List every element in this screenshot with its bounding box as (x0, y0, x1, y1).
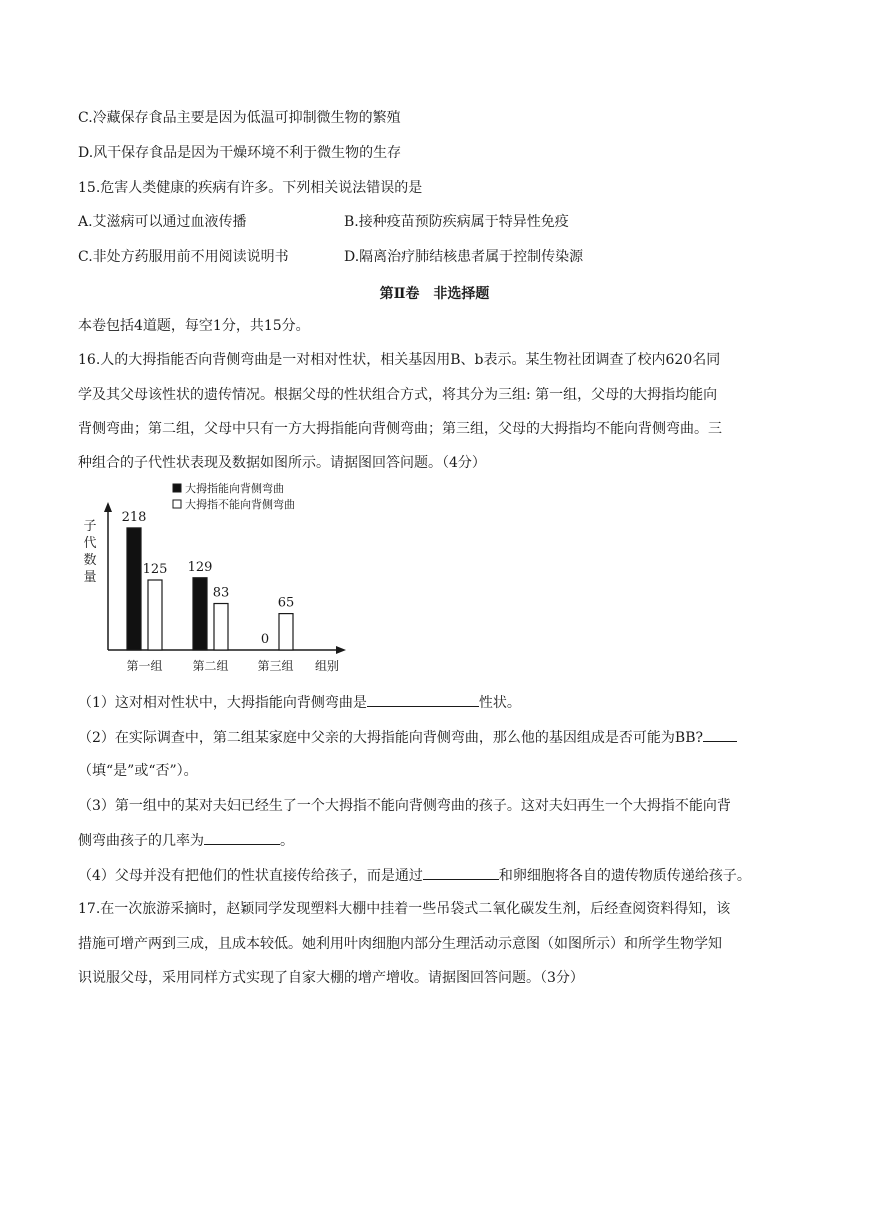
y-axis-label (83, 519, 96, 585)
legend-entry: 大拇指不能向背侧弯曲 (185, 498, 295, 511)
bar-cannot-bend-group-2 (214, 604, 228, 650)
data-label: 129 (187, 559, 213, 575)
part-4-text-b: 和卵细胞将各自的遗传物质传递给孩子。 (498, 868, 751, 884)
part-1-answer-blank[interactable] (367, 692, 479, 707)
section-title: 第Ⅱ卷 非选择题 (379, 286, 490, 302)
x-tick-label: 第三组 (257, 659, 294, 673)
x-tick-label: 第二组 (192, 659, 229, 673)
question-16-stem-4: 种组合的子代性状表现及数据如图所示。请据图回答问题。（4分） (78, 455, 486, 471)
bar-cannot-bend-group-1 (148, 580, 162, 650)
legend-swatch (173, 500, 181, 508)
x-tick-label: 第一组 (126, 659, 163, 673)
question-16-stem-2: 学及其父母该性状的遗传情况。根据父母的性状组合方式，将其分为三组: 第一组，父母的大拇指均能向 (78, 387, 718, 403)
data-label: 0 (260, 632, 270, 647)
data-label: 83 (212, 585, 230, 601)
y-axis-label-char: 量 (83, 570, 97, 585)
part-3-answer-blank[interactable] (204, 830, 280, 845)
data-label: 125 (142, 562, 168, 577)
option-15d: D.隔离治疗肺结核患者属于控制传染源 (344, 249, 584, 265)
question-17-stem-1: 17.在一次旅游采摘时，赵颖同学发现塑料大棚中挂着一些吊袋式二氧化碳发生剂，后经查阅资料得知，该 (78, 901, 731, 917)
option-15a: A.艾滋病可以通过血液传播 (78, 214, 247, 230)
part-4-answer-blank[interactable] (423, 865, 499, 880)
y-axis-label-char: 子 (83, 519, 97, 534)
legend-entry: 大拇指能向背侧弯曲 (185, 482, 284, 495)
y-axis-label-char: 数 (83, 553, 97, 568)
question-15-stem: 15.危害人类健康的疾病有许多。下列相关说法错误的是 (78, 180, 423, 196)
y-axis-arrow-icon (104, 502, 112, 512)
part-2-answer-blank[interactable] (703, 727, 737, 742)
data-label: 218 (121, 509, 147, 525)
legend-swatch (173, 484, 181, 492)
option-14c: C.冷藏保存食品主要是因为低温可抑制微生物的繁殖 (78, 110, 401, 126)
option-14d: D.风干保存食品是因为干燥环境不利于微生物的生存 (78, 145, 402, 161)
part-2-text-a: （2）在实际调查中，第二组某家庭中父亲的大拇指能向背侧弯曲，那么他的基因组成是否可能为BB? (78, 730, 703, 746)
x-axis-label: 组别 (314, 659, 340, 673)
question-16-stem-3: 背侧弯曲；第二组，父母中只有一方大拇指能向背侧弯曲；第三组，父母的大拇指均不能向背侧弯曲。三 (78, 421, 722, 437)
question-16-part-4 (78, 865, 751, 886)
question-17-stem-2: 措施可增产两到三成，且成本较低。她利用叶肉细胞内部分生理活动示意图（如图所示）和所学生物学知 (78, 936, 722, 952)
part-4-text-a: （4）父母并没有把他们的性状直接传给孩子，而是通过 (78, 868, 423, 884)
x-axis-arrow-icon (336, 646, 346, 654)
part-3-text-b: 侧弯曲孩子的几率为 (78, 833, 204, 849)
option-15b: B.接种疫苗预防疾病属于特异性免疫 (344, 214, 569, 230)
data-label: 65 (277, 595, 295, 611)
question-16-part-3: （3）第一组中的某对夫妇已经生了一个大拇指不能向背侧弯曲的孩子。这对夫妇再生一个大拇指不能向背 (78, 798, 731, 814)
question-16-part-3-cont (78, 830, 294, 851)
bar-cannot-bend-group-3 (279, 614, 293, 650)
offspring-trait-bar-chart (70, 478, 360, 678)
part-3-text-c: 。 (280, 833, 294, 849)
question-16-part-2 (78, 727, 737, 748)
question-16-stem-1: 16.人的大拇指能否向背侧弯曲是一对相对性状，相关基因用B、b表示。某生物社团调查了校内620名同 (78, 352, 721, 368)
y-axis-label-char: 代 (83, 536, 97, 551)
bar-can-bend-group-1 (127, 528, 141, 650)
part-1-text-a: （1）这对相对性状中，大拇指能向背侧弯曲是 (78, 695, 367, 711)
part-1-text-b: 性状。 (478, 695, 521, 711)
bar-can-bend-group-2 (193, 578, 207, 650)
question-16-part-2-cont: （填“是”或“否”）。 (78, 763, 198, 779)
question-17-stem-3: 识说服父母，采用同样方式实现了自家大棚的增产增收。请据图回答问题。（3分） (78, 970, 584, 986)
section-note: 本卷包括4道题，每空1分，共15分。 (78, 318, 310, 334)
option-15c: C.非处方药服用前不用阅读说明书 (78, 249, 289, 265)
question-16-part-1 (78, 692, 521, 713)
